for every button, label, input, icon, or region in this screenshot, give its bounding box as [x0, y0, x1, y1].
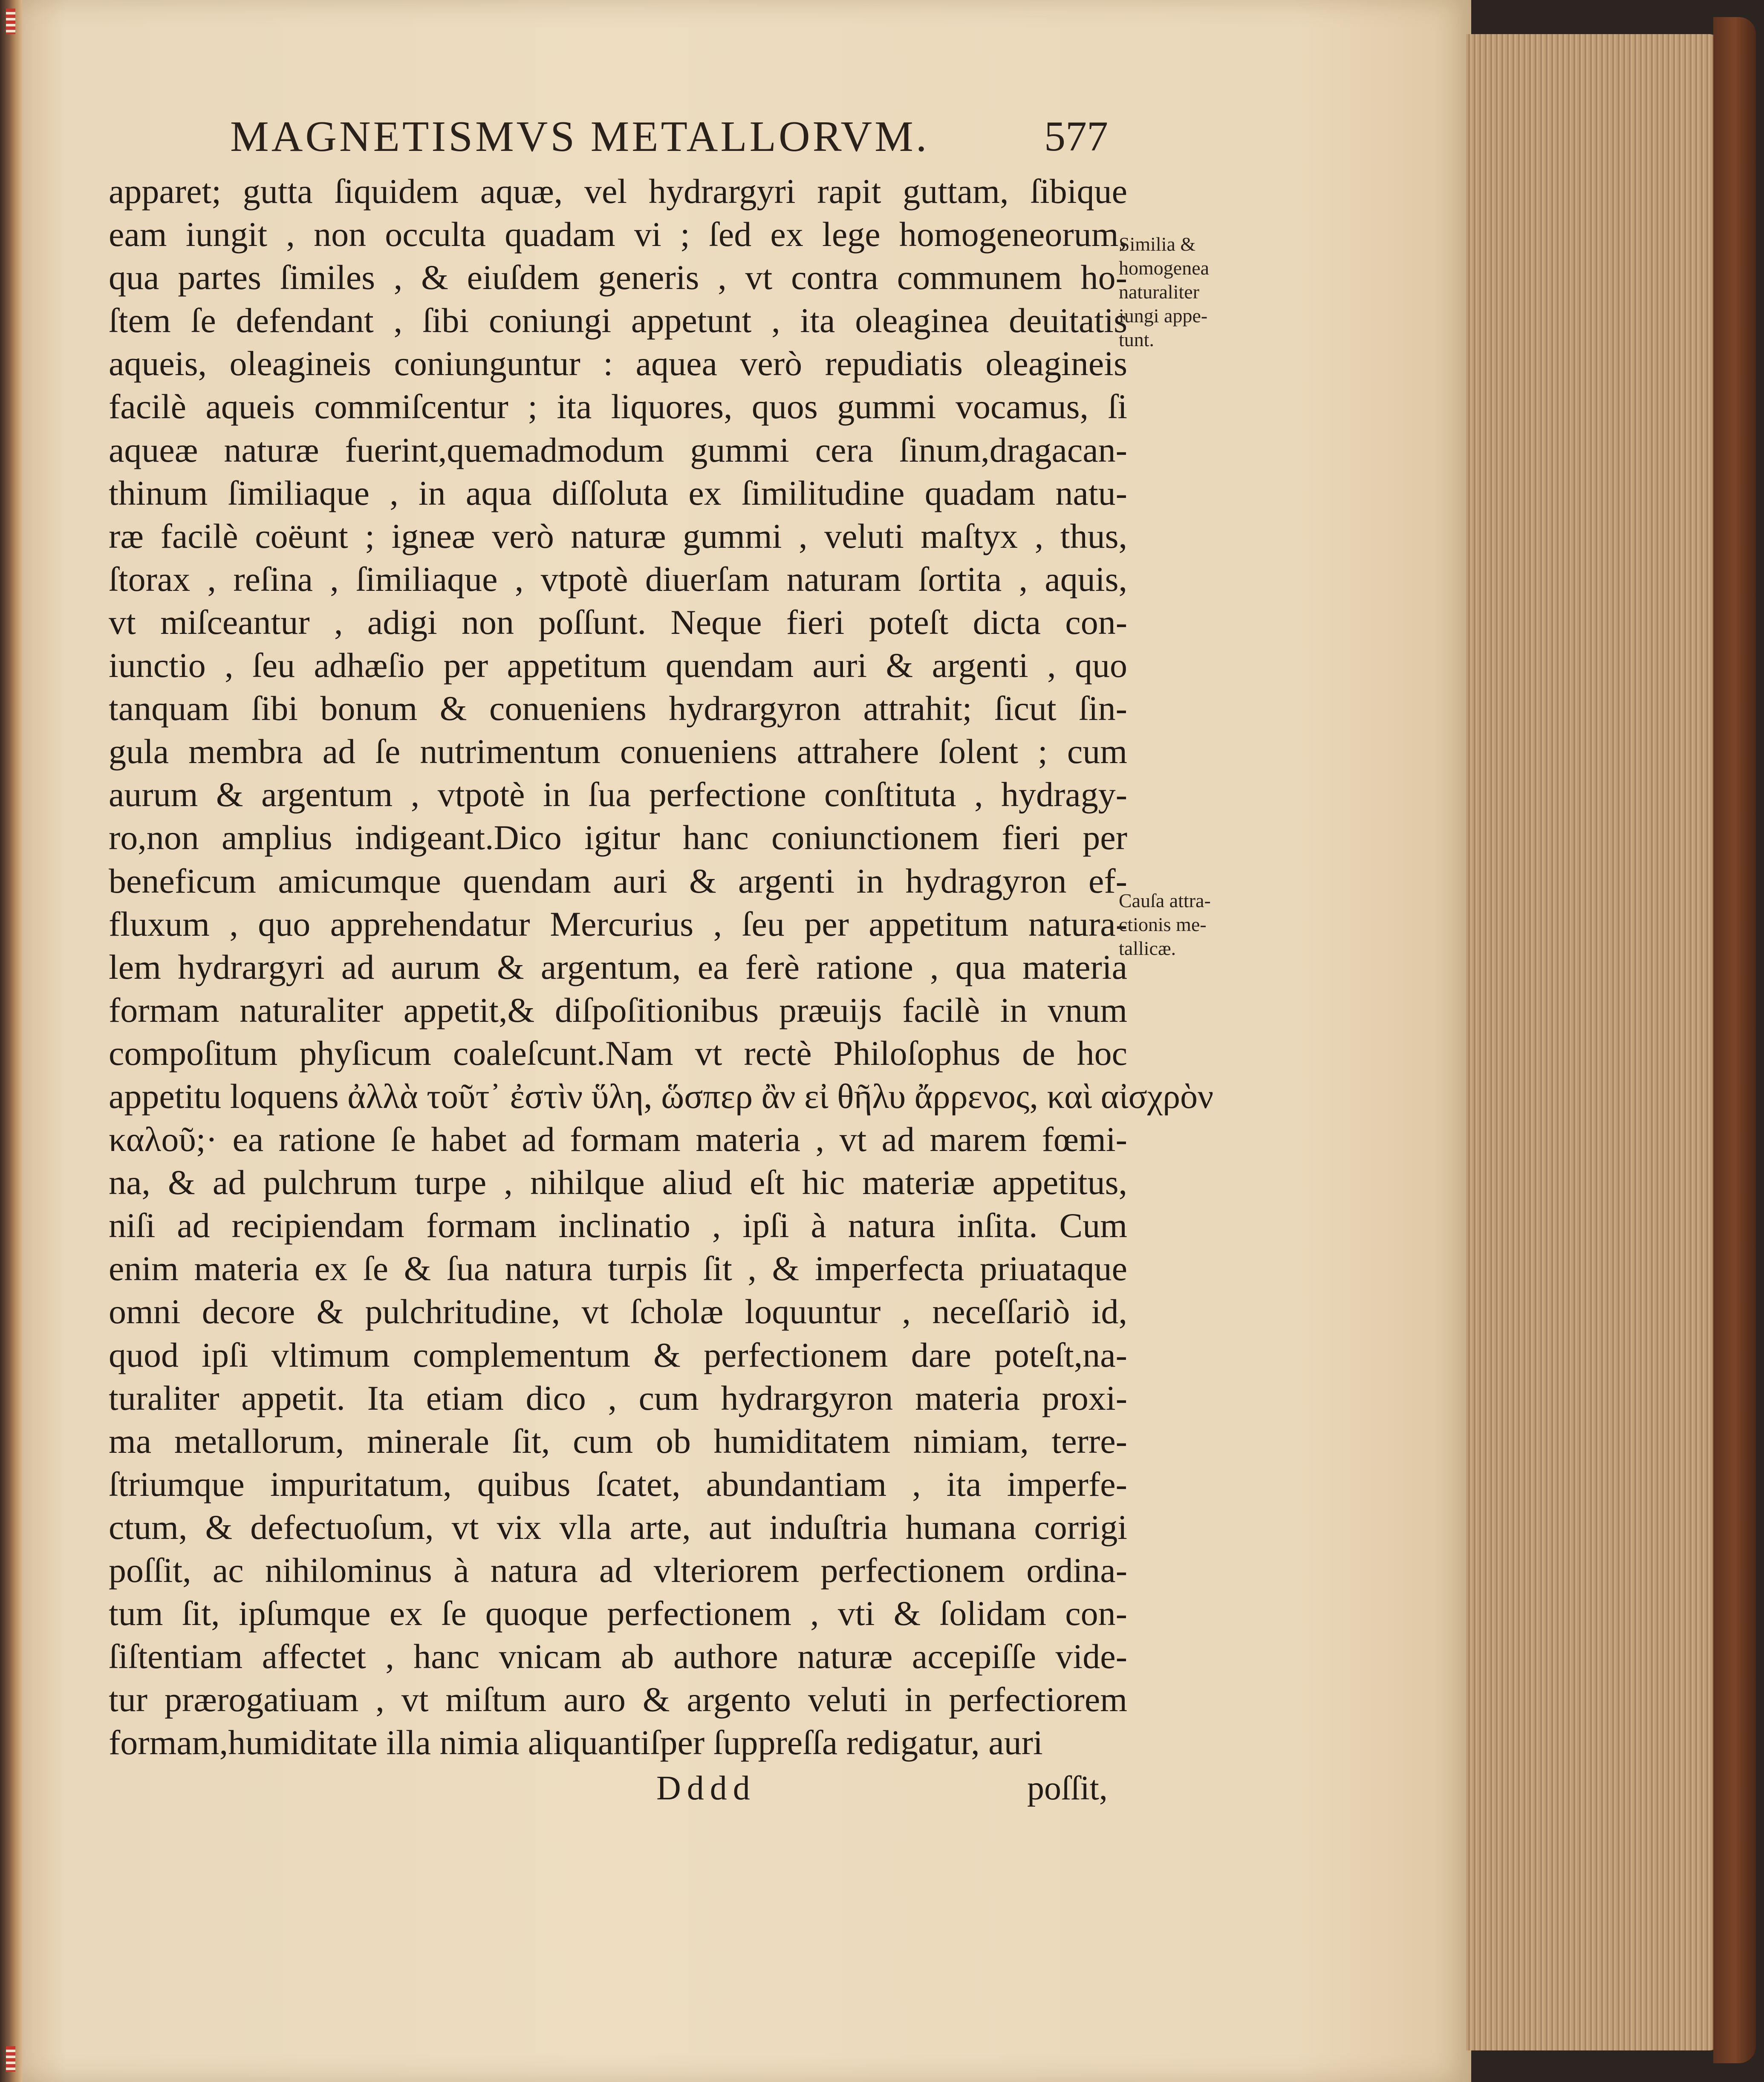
text-line: turaliter appetit. Ita etiam dico , cum hydrargyron materia proxi- [109, 1378, 1127, 1417]
text-line: formam naturaliter appetit,& diſpoſitionibus præuijs facilè in vnum [109, 990, 1127, 1029]
page-number: 577 [1044, 113, 1108, 160]
text-line: ſtem ſe defendant , ſibi coniungi appetunt , ita oleaginea deuitatis [109, 301, 1127, 340]
text-line: compoſitum phyſicum coaleſcunt.Nam vt rectè Philoſophus de hoc [109, 1033, 1127, 1073]
marginal-note-line: ctionis me- [1119, 914, 1207, 935]
marginal-note-causa [1119, 889, 1285, 960]
text-line: omni decore & pulchritudine, vt ſcholæ loquuntur , neceſſariò id, [109, 1292, 1127, 1331]
text-line: appetitu loquens ἀλλὰ τοῦτ᾽ ἐστὶν ὕλη, ὥσπερ ἂν εἰ θῆλυ ἄρρενος, καὶ αἰσχρὸν [109, 1076, 1214, 1116]
catchword: poſſit, [1027, 1770, 1108, 1807]
text-line: gula membra ad ſe nutrimentum conueniens attrahere ſolent ; cum [109, 732, 1127, 771]
text-line: qua partes ſimiles , & eiuſdem generis , vt contra communem ho- [109, 258, 1127, 297]
text-line: ſtriumque impuritatum, quibus ſcatet, abundantiam , ita imperfe- [109, 1464, 1127, 1504]
marginal-note-line: homogenea [1119, 257, 1210, 279]
headband-top [6, 9, 15, 34]
marginal-note-line: Cauſa attra- [1119, 890, 1211, 911]
marginal-note-line: tunt. [1119, 329, 1155, 350]
text-line: niſi ad recipiendam formam inclinatio , ipſi à natura inſita. Cum [109, 1206, 1127, 1245]
running-title: MAGNETISMVS METALLORVM. [230, 113, 930, 161]
text-line: vt miſceantur , adigi non poſſunt. Neque fieri poteſt dicta con- [109, 602, 1127, 642]
text-line: tum ſit, ipſumque ex ſe quoque perfectionem , vti & ſolidam con- [109, 1594, 1127, 1633]
text-line: ſiſtentiam affectet , hanc vnicam ab authore naturæ accepiſſe vide- [109, 1637, 1127, 1676]
page-fore-edge [1466, 34, 1722, 2050]
text-line: aqueis, oleagineis coniunguntur : aquea verò repudiatis oleagineis [109, 344, 1127, 383]
text-line: ma metallorum, minerale ſit, cum ob humiditatem nimiam, terre- [109, 1421, 1127, 1460]
marginal-note-line: tallicæ. [1119, 937, 1176, 959]
text-line: facilè aqueis commiſcentur ; ita liquores, quos gummi vocamus, ſi [109, 387, 1127, 426]
text-line: apparet; gutta ſiquidem aquæ, vel hydrargyri rapit guttam, ſibique [109, 172, 1127, 211]
text-line: formam,humiditate illa nimia aliquantiſper ſuppreſſa redigatur, auri [109, 1723, 1043, 1762]
signature-mark: Dddd [656, 1770, 756, 1807]
text-line: beneficum amicumque quendam auri & argenti in hydragyron ef- [109, 861, 1127, 900]
text-line: ræ facilè coëunt ; igneæ verò naturæ gummi , veluti maſtyx , thus, [109, 516, 1127, 555]
text-line: eam iungit , non occulta quadam vi ; ſed ex lege homogeneorum, [109, 215, 1127, 254]
text-line: lem hydrargyri ad aurum & argentum, ea ferè ratione , qua materia [109, 947, 1127, 986]
text-line: καλοῦ;· ea ratione ſe habet ad formam materia , vt ad marem fœmi- [109, 1120, 1127, 1159]
text-line: ro,non amplius indigeant.Dico igitur hanc coniunctionem fieri per [109, 818, 1127, 857]
text-line: na, & ad pulchrum turpe , nihilque aliud eſt hic materiæ appetitus, [109, 1163, 1127, 1202]
facing-page-edge [0, 0, 22, 2082]
book-cover [1713, 17, 1756, 2063]
text-line: quod ipſi vltimum complementum & perfectionem dare poteſt,na- [109, 1335, 1127, 1374]
text-line: tur prærogatiuam , vt miſtum auro & argento veluti in perfectiorem [109, 1680, 1127, 1719]
marginal-note-line: naturaliter [1119, 281, 1200, 303]
text-line: ctum, & defectuoſum, vt vix vlla arte, aut induſtria humana corrigi [109, 1507, 1127, 1547]
text-line: aurum & argentum , vtpotè in ſua perfectione conſtituta , hydragy- [109, 775, 1127, 814]
text-line: fluxum , quo apprehendatur Mercurius , ſeu per appetitum natura- [109, 904, 1127, 943]
text-line: iunctio , ſeu adhæſio per appetitum quendam auri & argenti , quo [109, 646, 1127, 685]
marginal-note-line: iungi appe- [1119, 305, 1208, 327]
text-line: tanquam ſibi bonum & conueniens hydrargyron attrahit; ſicut ſin- [109, 689, 1127, 728]
headband-bottom [6, 2046, 15, 2072]
text-line: thinum ſimiliaque , in aqua diſſoluta ex ſimilitudine quadam natu- [109, 473, 1127, 512]
text-line: poſſit, ac nihilominus à natura ad vlteriorem perfectionem ordina- [109, 1551, 1127, 1590]
text-line: enim materia ex ſe & ſua natura turpis ſit , & imperfecta priuataque [109, 1249, 1127, 1288]
marginal-note-homogenea [1119, 232, 1285, 352]
text-line: aqueæ naturæ fuerint,quemadmodum gummi cera ſinum,dragacan- [109, 430, 1127, 469]
marginal-note-line: Similia & [1119, 233, 1196, 255]
text-line: ſtorax , reſina , ſimiliaque , vtpotè diuerſam naturam ſortita , aquis, [109, 559, 1127, 599]
